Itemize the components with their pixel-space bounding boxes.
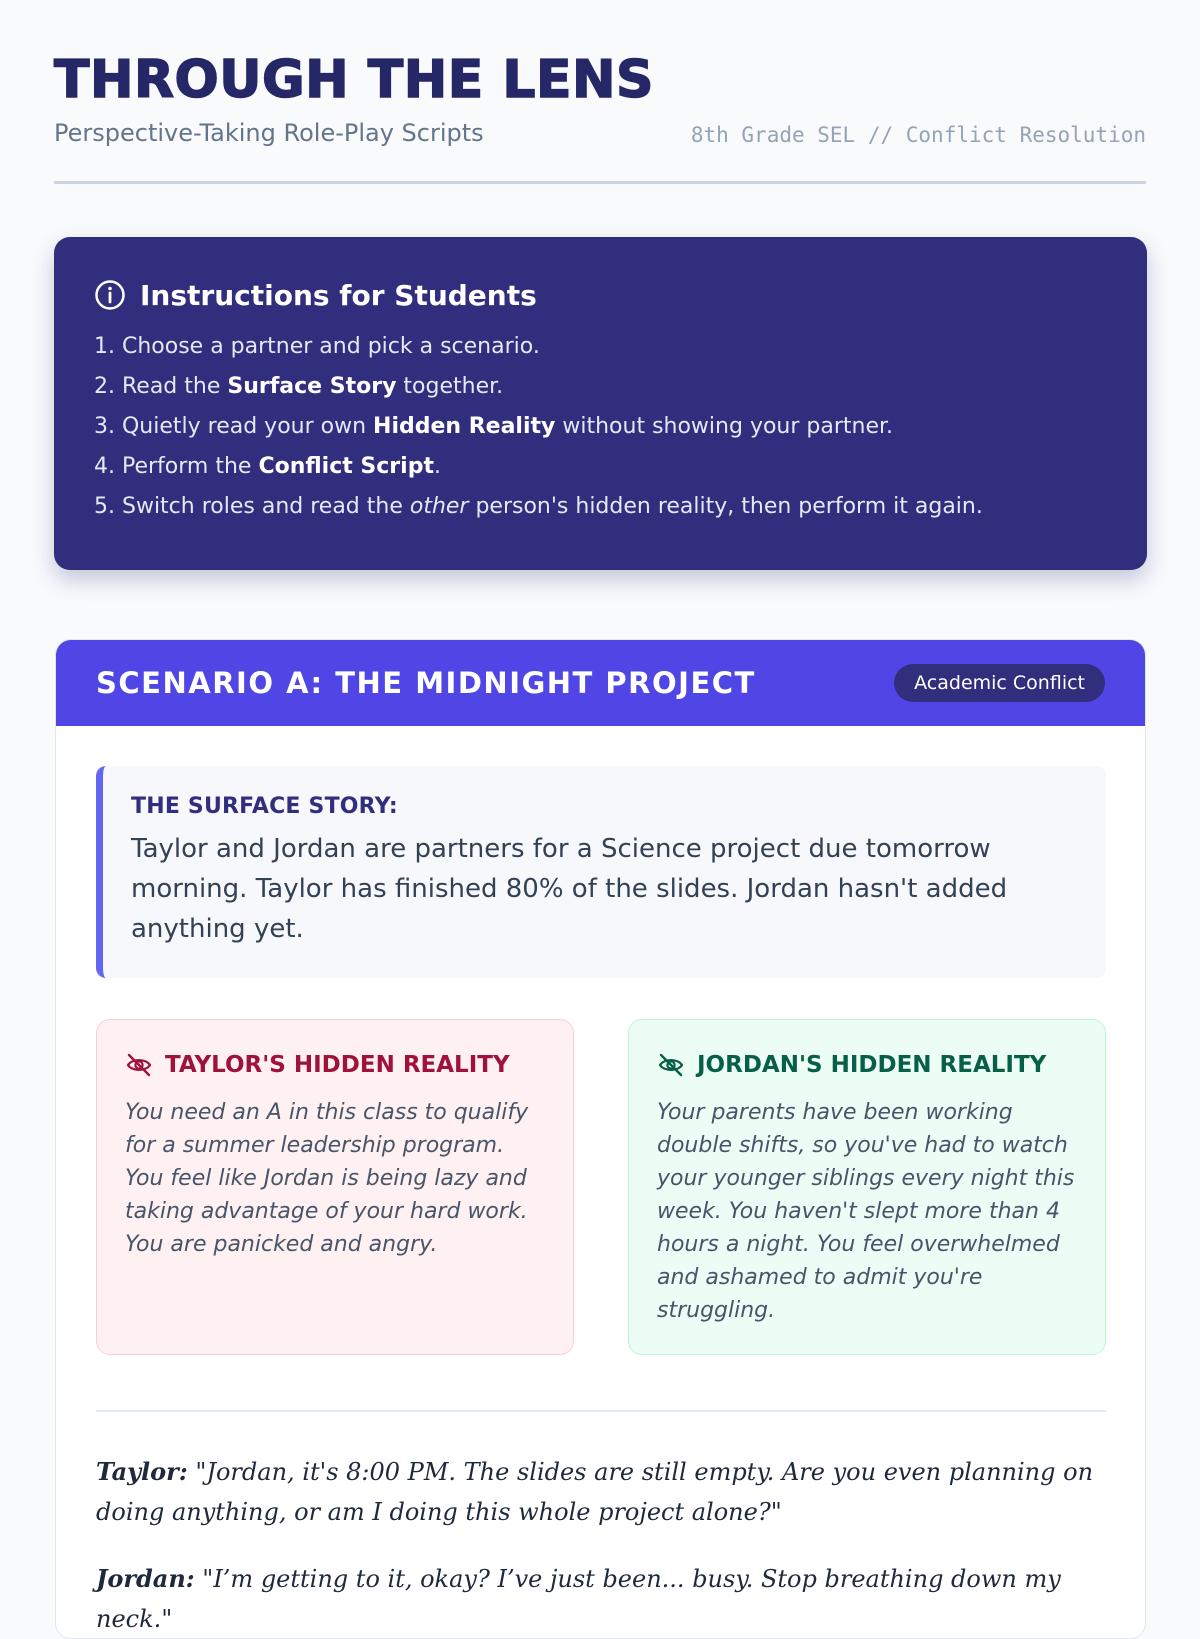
surface-story-label: THE SURFACE STORY: (131, 794, 398, 819)
script-line-jordan (96, 1559, 1106, 1639)
instruction-item: 5. Switch roles and read the other person's hidden reality, then perform it again. (94, 494, 983, 519)
grade-tag: 8th Grade SEL // Conflict Resolution (690, 123, 1146, 147)
surface-story (96, 766, 1106, 978)
instructions-header (94, 275, 1107, 315)
instruction-item: 1. Choose a partner and pick a scenario. (94, 334, 540, 359)
surface-story-text: Taylor and Jordan are partners for a Science project due tomorrow morning. Taylor has finished 80% of the slides. Jordan hasn't added anything yet. (131, 834, 1008, 944)
info-icon (94, 279, 126, 311)
instructions-list (94, 327, 1107, 527)
taylor-hidden-reality (96, 1019, 574, 1355)
scenario-title: SCENARIO A: THE MIDNIGHT PROJECT (96, 666, 756, 700)
taylor-reality-title: TAYLOR'S HIDDEN REALITY (165, 1052, 510, 1078)
script-line-taylor (96, 1452, 1106, 1532)
category-badge: Academic Conflict (894, 664, 1105, 702)
page-title: THROUGH THE LENS (54, 50, 655, 110)
instruction-item: 3. Quietly read your own Hidden Reality without showing your partner. (94, 414, 894, 439)
jordan-reality-header (657, 1050, 1077, 1080)
scenario-card (55, 639, 1146, 1639)
jordan-hidden-reality (628, 1019, 1106, 1355)
instructions-title: Instructions for Students (140, 278, 537, 312)
page-header (54, 0, 1146, 184)
instruction-item: 2. Read the Surface Story together. (94, 374, 504, 399)
eye-off-icon (657, 1051, 685, 1079)
speaker-taylor: Taylor: (96, 1457, 188, 1486)
taylor-reality-header (125, 1050, 545, 1080)
conflict-script (96, 1452, 1106, 1639)
jordan-reality-text: Your parents have been working double shifts, so you've had to watch your younger siblings every night this week. You haven't slept more than 4 hours a night. You feel overwhelmed and ashamed to admit you're struggling. (657, 1100, 1075, 1323)
instruction-item: 4. Perform the Conflict Script. (94, 454, 441, 479)
taylor-dialogue: "Jordan, it's 8:00 PM. The slides are still empty. Are you even planning on doing anything, or am I doing this whole project alone?" (96, 1458, 1094, 1526)
speaker-jordan: Jordan: (96, 1564, 195, 1593)
jordan-reality-title: JORDAN'S HIDDEN REALITY (697, 1052, 1047, 1078)
scenario-header (56, 640, 1145, 726)
taylor-reality-text: You need an A in this class to qualify for a summer leadership program. You feel like Jordan is being lazy and taking advantage of your hard work. You are panicked and angry. (125, 1100, 529, 1257)
page-subtitle: Perspective-Taking Role-Play Scripts (54, 119, 484, 147)
divider (96, 1410, 1106, 1412)
jordan-dialogue: "I’m getting to it, okay? I’ve just been... busy. Stop breathing down my neck." (96, 1565, 1061, 1633)
instructions-panel (54, 237, 1147, 570)
eye-off-icon (125, 1051, 153, 1079)
